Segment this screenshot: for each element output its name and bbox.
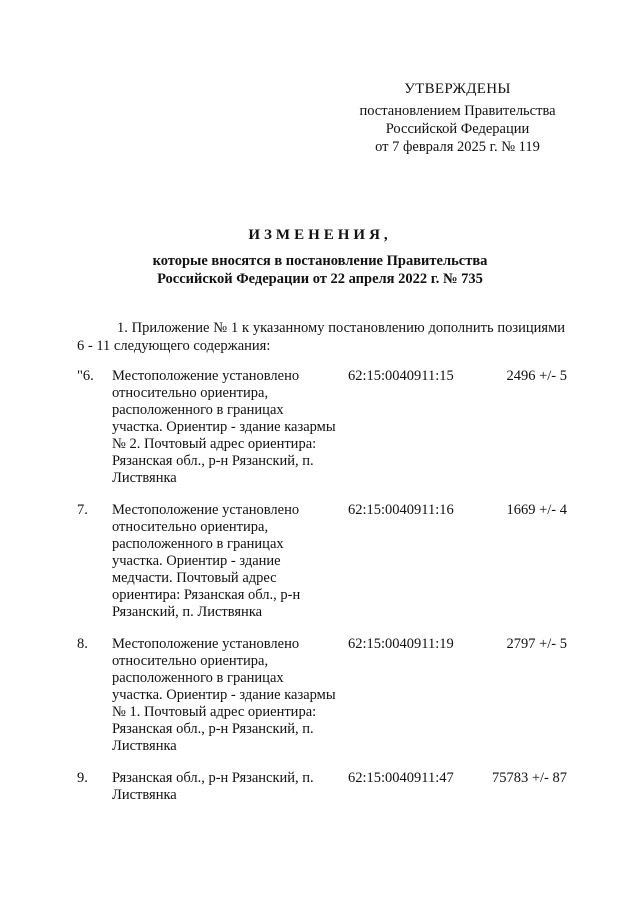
- position-description: Местоположение установлено относительно ориентира, расположенного в границах участка. Ориентир - здание медчасти. Почтовый адрес ориентира: Рязанская обл., р-н Рязанский, п. Листвянка: [112, 502, 301, 620]
- approval-title: УТВЕРЖДЕНЫ: [404, 81, 511, 97]
- position-cadastral-number: 62:15:0040911:19: [348, 636, 454, 652]
- approval-line-1: постановлением Правительства: [359, 103, 556, 119]
- position-description: Местоположение установлено относительно ориентира, расположенного в границах участка. Ориентир - здание казармы № 2. Почтовый адрес ориентира: Рязанская обл., р-н Рязанский, п. Листвянка: [112, 368, 336, 486]
- intro-paragraph: 1. Приложение № 1 к указанному постановлению дополнить позициями 6 - 11 следующего содержания:: [77, 320, 565, 354]
- position-number: "6.: [77, 368, 94, 384]
- position-area: 2496 +/- 5: [506, 368, 567, 384]
- position-area: 2797 +/- 5: [506, 636, 567, 652]
- position-description: Местоположение установлено относительно ориентира, расположенного в границах участка. Ориентир - здание казармы № 1. Почтовый адрес ориентира: Рязанская обл., р-н Рязанский, п. Листвянка: [112, 636, 336, 754]
- subtitle-line-1: которые вносятся в постановление Правительства: [152, 253, 488, 269]
- position-area: 1669 +/- 4: [506, 502, 567, 518]
- position-number: 7.: [77, 502, 88, 518]
- position-number: 9.: [77, 770, 88, 786]
- position-cadastral-number: 62:15:0040911:47: [348, 770, 454, 786]
- document-subtitle: [60, 252, 580, 288]
- position-number: 8.: [77, 636, 88, 652]
- document-title: ИЗМЕНЕНИЯ,: [248, 227, 392, 243]
- position-description: Рязанская обл., р-н Рязанский, п. Листвянка: [112, 770, 314, 803]
- approval-block: [320, 80, 595, 156]
- position-cadastral-number: 62:15:0040911:16: [348, 502, 454, 518]
- position-area: 75783 +/- 87: [491, 770, 567, 786]
- subtitle-line-2: Российской Федерации от 22 апреля 2022 г. № 735: [157, 271, 483, 287]
- approval-line-2: Российской Федерации: [385, 121, 530, 137]
- position-cadastral-number: 62:15:0040911:15: [348, 368, 454, 384]
- approval-line-3: от 7 февраля 2025 г. № 119: [375, 139, 540, 155]
